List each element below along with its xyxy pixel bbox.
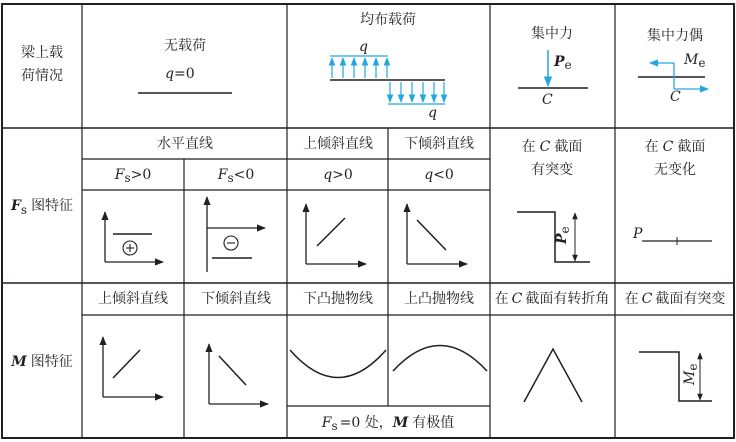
m-convex-parabola xyxy=(393,346,487,372)
m-concave-parabola xyxy=(290,350,386,378)
fs-positive-diagram xyxy=(105,212,163,262)
fs-force-title: 在 C 截面 xyxy=(521,139,583,155)
m-extreme-note: Fs =0 处，M 有极值 xyxy=(321,415,455,433)
fs-couple-p-label: P xyxy=(633,226,643,242)
m-concave-title: 下凸抛物线 xyxy=(303,291,373,307)
m-up-slope-title: 上倾斜直线 xyxy=(98,291,168,307)
fs-case-negative: Fs<0 xyxy=(217,167,255,185)
fs-down-slope-line xyxy=(417,220,446,250)
fs-negative-diagram xyxy=(207,197,265,272)
point-couple-c-label: C xyxy=(670,89,681,105)
fs-q-positive: q>0 xyxy=(323,167,353,183)
m-couple-jump-label: Me xyxy=(682,363,700,385)
point-couple-label: Me xyxy=(684,52,706,70)
m-convex-title: 上凸抛物线 xyxy=(404,291,474,307)
fs-q-negative: q<0 xyxy=(424,167,454,183)
upward-arrows-icon xyxy=(332,58,387,78)
m-kink-diagram xyxy=(524,349,582,402)
uniform-q-lower: q xyxy=(428,105,437,121)
uniform-q-upper: q xyxy=(359,39,368,55)
fs-couple-diagram xyxy=(642,237,712,245)
downward-arrows-icon xyxy=(390,82,444,102)
table-grid xyxy=(2,4,734,438)
point-force-title: 集中力 xyxy=(531,26,573,42)
fs-down-slope-diagram xyxy=(407,204,467,264)
fs-up-slope-line xyxy=(317,218,345,246)
fs-couple-title: 在 C 截面 xyxy=(644,139,706,155)
fs-down-slope-title: 下倾斜直线 xyxy=(404,136,474,152)
m-up-slope-diagram xyxy=(103,337,163,397)
m-force-title: 在 C 截面有转折角 xyxy=(494,291,610,307)
m-couple-jump-diagram xyxy=(639,352,712,401)
fs-case-positive: Fs>0 xyxy=(114,167,152,185)
point-couple-title: 集中力偶 xyxy=(647,28,703,44)
m-down-slope-line xyxy=(219,356,246,385)
point-force-c-label: C xyxy=(542,92,553,108)
fs-force-title-line2: 有突变 xyxy=(531,162,573,178)
row-header-m: M 图特征 xyxy=(11,354,73,370)
uniform-load-title: 均布载荷 xyxy=(360,12,416,28)
row-header-fs: $F_s$ 图特征 xyxy=(10,198,74,217)
m-up-slope-line xyxy=(113,350,140,378)
row-header-load-line1: 梁上载 xyxy=(21,45,63,61)
fs-couple-title-line2: 无变化 xyxy=(654,162,696,178)
point-force-label: Pe xyxy=(554,54,572,72)
uniform-load-diagram xyxy=(330,56,445,104)
row-header-load-line2: 荷情况 xyxy=(21,68,63,84)
no-load-equation: q=0 xyxy=(165,66,195,82)
no-load-title: 无载荷 xyxy=(164,38,206,54)
m-jump-step xyxy=(639,352,712,401)
m-down-slope-diagram xyxy=(209,344,268,404)
fs-no-load-title: 水平直线 xyxy=(157,136,213,152)
fs-force-jump-label: Pe xyxy=(554,226,572,244)
fs-up-slope-diagram xyxy=(306,204,366,264)
m-couple-title: 在 C 截面有突变 xyxy=(624,291,726,307)
fs-up-slope-title: 上倾斜直线 xyxy=(303,136,373,152)
point-force-diagram xyxy=(518,50,588,88)
m-down-slope-title: 下倾斜直线 xyxy=(201,291,271,307)
